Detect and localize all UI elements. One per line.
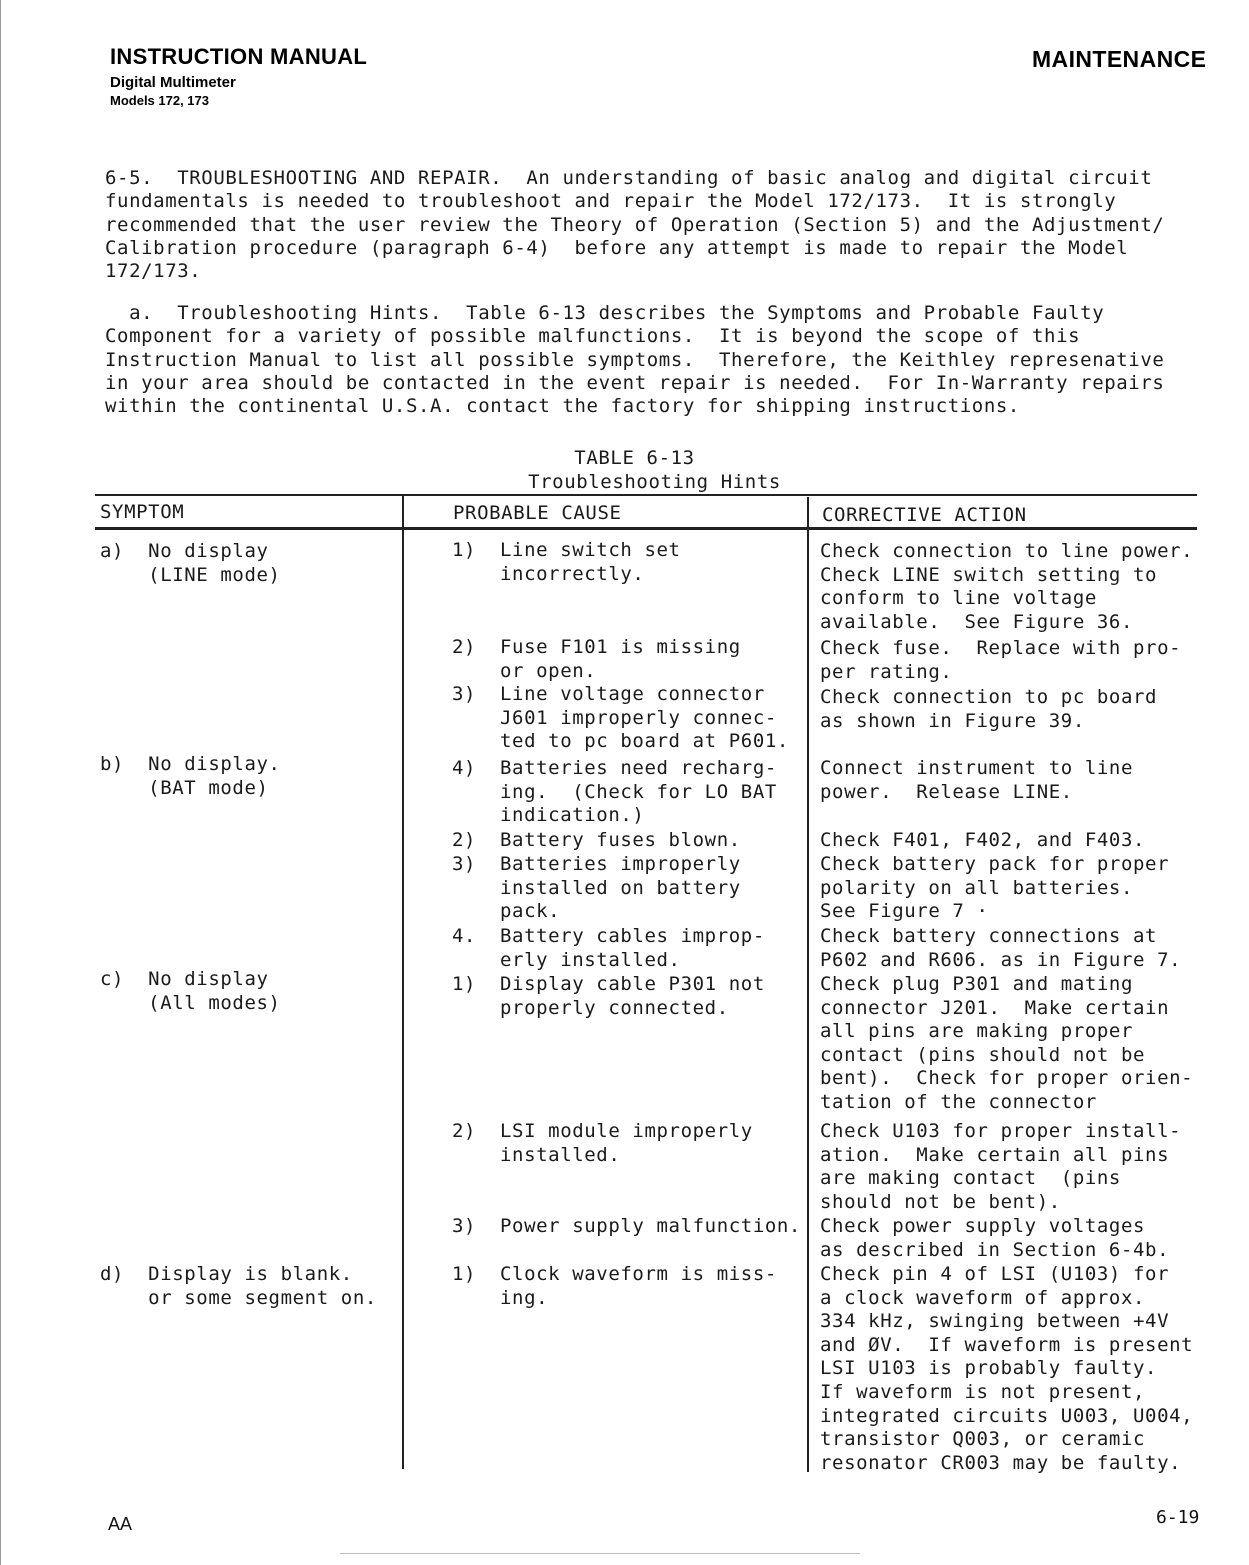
cause-number: 2)	[452, 1120, 477, 1142]
paragraph-troubleshooting-and-repair	[105, 167, 1164, 283]
paragraph-line: recommended that the user review the Theory of Operation (Section 5) and the Adjustment/	[105, 213, 1165, 236]
cause-number: 1)	[452, 539, 477, 561]
paragraph-line: 6-5. TROUBLESHOOTING AND REPAIR. An understanding of basic analog and digital circuit	[105, 167, 1153, 189]
corrective-action-cell: Check battery connections at P602 and R606. as in Figure 7.	[820, 925, 1182, 971]
cause-number: 3)	[452, 1215, 477, 1237]
paragraph-line: Calibration procedure (paragraph 6-4) before any attempt is made to repair the Model	[105, 236, 1129, 259]
corrective-action-cell: Check fuse. Replace with pro- per rating.	[820, 637, 1182, 683]
cause-number: 1)	[452, 973, 477, 995]
probable-cause-cell: Batteries need recharg- ing. (Check for LO BAT indication.)	[500, 757, 777, 827]
corrective-action-cell: Check power supply voltages as described in Section 6-4b.	[820, 1215, 1170, 1261]
scan-artifact-line	[340, 1553, 860, 1554]
cause-number: 4)	[452, 757, 477, 779]
paragraph-line: Instruction Manual to list all possible symptoms. Therefore, the Keithley represenative	[105, 348, 1165, 371]
column-header-probable-cause: PROBABLE CAUSE	[453, 502, 622, 524]
cause-number: 4.	[452, 925, 477, 947]
scan-edge	[0, 0, 1, 1565]
symptom-cell: b) No display. (BAT mode)	[100, 753, 281, 799]
column-header-symptom: SYMPTOM	[100, 501, 185, 523]
manual-models: Models 172, 173	[110, 93, 209, 108]
corrective-action-cell: Check connection to pc board as shown in Figure 39.	[820, 686, 1158, 732]
corrective-action-cell: Check U103 for proper install- ation. Make certain all pins are making contact (pins should not be bent).	[820, 1120, 1182, 1213]
cause-number: 3)	[452, 683, 477, 705]
probable-cause-cell: Battery fuses blown.	[500, 829, 741, 851]
symptom-cell: d) Display is blank. or some segment on.	[100, 1263, 377, 1309]
probable-cause-cell: Line voltage connector J601 improperly connec- ted to pc board at P601.	[500, 683, 789, 753]
column-divider-2	[807, 497, 809, 1472]
corrective-action-cell: Check pin 4 of LSI (U103) for a clock waveform of approx. 334 kHz, swinging between +4V and ØV. If waveform is present LSI U103 is probably faulty. If waveform is not present, integrated circuits U003, U004, transistor Q003, or ceramic resonator CR003 may be faulty.	[820, 1263, 1194, 1474]
paragraph-line: Component for a variety of possible malfunctions. It is beyond the scope of this	[105, 325, 1081, 348]
table-number: TABLE 6-13	[574, 447, 695, 469]
probable-cause-cell: Battery cables improp- erly installed.	[500, 925, 765, 971]
corrective-action-cell: Connect instrument to line power. Release LINE.	[820, 757, 1134, 803]
table-title: Troubleshooting Hints	[528, 471, 781, 493]
cause-number: 2)	[452, 829, 477, 851]
paragraph-line: within the continental U.S.A. contact the factory for shipping instructions.	[105, 395, 1020, 418]
column-divider-1	[402, 494, 404, 1469]
paragraph-line: fundamentals is needed to troubleshoot and repair the Model 172/173. It is strongly	[105, 190, 1117, 213]
probable-cause-cell: Power supply malfunction.	[500, 1215, 801, 1237]
probable-cause-cell: Fuse F101 is missing or open.	[500, 636, 741, 682]
symptom-cell: c) No display (All modes)	[100, 968, 281, 1014]
probable-cause-cell: Clock waveform is miss- ing.	[500, 1263, 777, 1309]
paragraph-line: 172/173.	[105, 260, 202, 283]
manual-title: INSTRUCTION MANUAL	[110, 44, 368, 69]
cause-number: 2)	[452, 636, 477, 658]
table-header-rule	[95, 527, 1197, 530]
cause-number: 1)	[452, 1263, 477, 1285]
paragraph-troubleshooting-hints	[105, 302, 1164, 418]
probable-cause-cell: LSI module improperly installed.	[500, 1120, 753, 1166]
symptom-cell: a) No display (LINE mode)	[100, 540, 281, 586]
probable-cause-cell: Batteries improperly installed on battery pack.	[500, 853, 741, 923]
manual-subtitle: Digital Multimeter	[110, 74, 236, 91]
corrective-action-cell: Check F401, F402, and F403.	[820, 829, 1146, 851]
footer-code: AA	[108, 1514, 133, 1534]
column-header-corrective-action: CORRECTIVE ACTION	[822, 504, 1027, 526]
section-title: MAINTENANCE	[1032, 46, 1207, 72]
corrective-action-cell: Check battery pack for proper polarity on all batteries. See Figure 7 ·	[820, 853, 1170, 923]
cause-number: 3)	[452, 853, 477, 875]
paragraph-line: a. Troubleshooting Hints. Table 6-13 describes the Symptoms and Probable Faulty	[105, 302, 1105, 324]
probable-cause-cell: Display cable P301 not properly connected.	[500, 973, 765, 1019]
page-number: 6-19	[1156, 1507, 1200, 1528]
paragraph-line: in your area should be contacted in the event repair is needed. For In-Warranty repairs	[105, 371, 1165, 394]
table-top-rule	[95, 494, 1197, 496]
corrective-action-cell: Check connection to line power. Check LINE switch setting to conform to line voltage available. See Figure 36.	[820, 540, 1194, 633]
corrective-action-cell: Check plug P301 and mating connector J201. Make certain all pins are making proper contact (pins should not be bent). Check for proper orien- tation of the connector	[820, 973, 1194, 1113]
probable-cause-cell: Line switch set incorrectly.	[500, 539, 681, 585]
